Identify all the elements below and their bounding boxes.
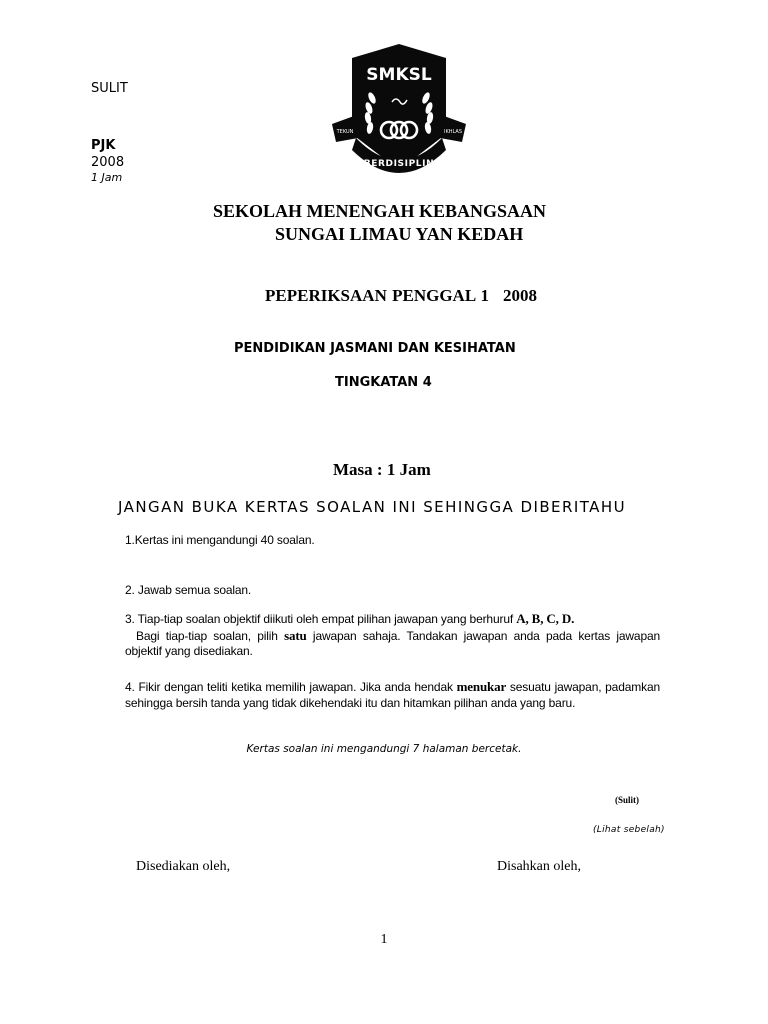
subject-code: PJK xyxy=(91,138,116,153)
instruction-3-text-a: 3. Tiap-tiap soalan objektif diikuti oleh empat pilihan jawapan yang berhuruf xyxy=(125,612,514,626)
instruction-4-bold: menukar xyxy=(456,679,507,694)
subject-title: PENDIDIKAN JASMANI DAN KESIHATAN xyxy=(234,341,516,356)
classification-label: SULIT xyxy=(91,81,128,96)
instruction-3-text-c: jawapan sahaja. Tandakan jawapan anda pada kertas jawapan objektif yang disediakan. xyxy=(125,628,661,658)
instruction-2: 2. Jawab semua soalan. xyxy=(125,583,252,597)
paper-duration: 1 Jam xyxy=(91,171,123,184)
school-name-line1: SEKOLAH MENENGAH KEBANGSAAN xyxy=(213,201,547,221)
instruction-4-text-b: sesuatu jawapan, padamkan sehingga bersih tanda yang tidak dikehendaki itu dan hitamkan pilihan anda yang baru. xyxy=(125,680,660,710)
instruction-3-bold: satu xyxy=(284,627,307,643)
page-number: 1 xyxy=(380,932,388,947)
crest-title: SMKSL xyxy=(366,65,432,85)
crest-right-banner: IKHLAS xyxy=(443,129,463,135)
warning-notice: JANGAN BUKA KERTAS SOALAN INI SEHINGGA DIBERITAHU xyxy=(118,498,627,516)
school-name-line2: SUNGAI LIMAU YAN KEDAH xyxy=(275,224,524,244)
instruction-3-text-b: Bagi tiap-tiap soalan, pilih xyxy=(136,628,278,643)
see-over-label: (Lihat sebelah) xyxy=(593,825,665,835)
exam-title xyxy=(265,286,537,306)
instruction-3-options: A, B, C, D. xyxy=(516,611,575,626)
school-crest-logo xyxy=(328,40,470,180)
instruction-1: 1.Kertas ini mengandungi 40 soalan. xyxy=(125,533,315,547)
exam-time: Masa : 1 Jam xyxy=(333,460,431,479)
instruction-3 xyxy=(125,611,660,660)
crest-motto: BERDISIPLIN xyxy=(363,159,435,169)
verified-by-label: Disahkan oleh, xyxy=(497,859,581,874)
form-level: TINGKATAN 4 xyxy=(335,375,432,390)
sulit-footer-label: (Sulit) xyxy=(615,795,640,805)
instruction-4 xyxy=(125,679,660,711)
crest-left-banner: TEKUN xyxy=(336,129,354,135)
paper-year: 2008 xyxy=(91,155,125,170)
exam-name: PEPERIKSAAN PENGGAL 1 xyxy=(265,286,489,305)
exam-year: 2008 xyxy=(502,286,537,305)
instruction-4-text-a: 4. Fikir dengan teliti ketika memilih jawapan. Jika anda hendak xyxy=(125,680,453,694)
page-count-note: Kertas soalan ini mengandungi 7 halaman bercetak. xyxy=(246,743,522,755)
prepared-by-label: Disediakan oleh, xyxy=(136,859,231,874)
